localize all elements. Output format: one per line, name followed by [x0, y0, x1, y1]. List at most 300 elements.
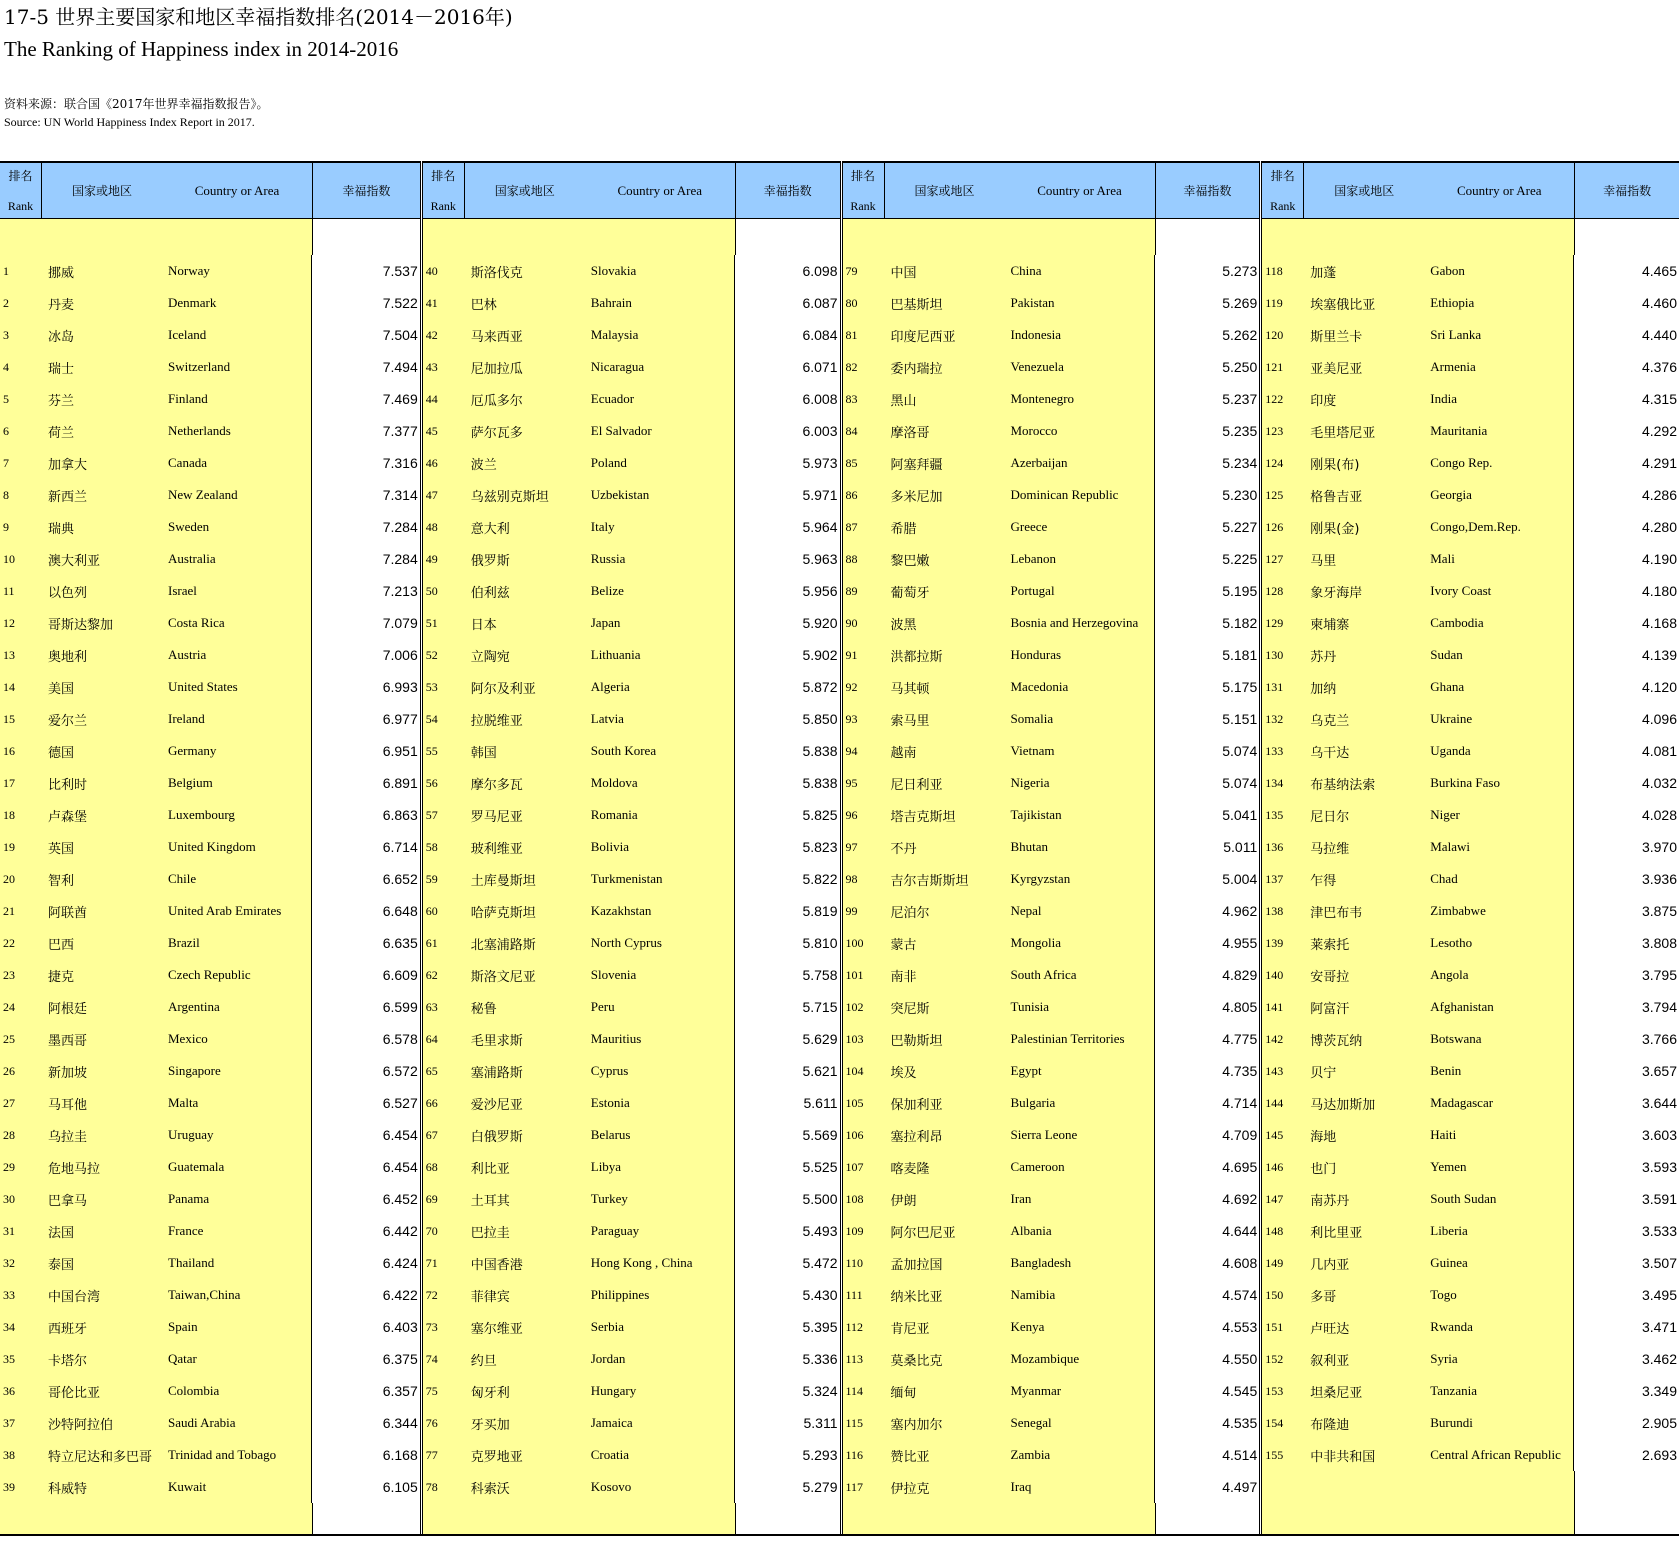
happiness-index-cell: 4.962 [1155, 895, 1260, 927]
country-cn-cell: 波黑 [890, 617, 917, 633]
rank-cell: 37 [3, 1415, 15, 1430]
table-row [1262, 991, 1679, 1023]
rank-cell: 113 [845, 1351, 864, 1366]
country-en-cell: Finland [162, 383, 312, 415]
rank-cell: 95 [845, 775, 858, 790]
header-rank-en: Rank [1270, 199, 1296, 213]
country-cn-cell: 捷克 [48, 969, 75, 985]
table-row [0, 1023, 420, 1055]
table-row [843, 575, 1260, 607]
country-en-cell: Luxembourg [162, 799, 312, 831]
rank-cell: 19 [3, 839, 15, 854]
country-en-cell: Syria [1424, 1343, 1574, 1375]
country-cn-cell: 南非 [890, 969, 917, 985]
rank-cell: 131 [1265, 679, 1284, 694]
rank-cell: 129 [1265, 615, 1284, 630]
country-en-cell: Ukraine [1424, 703, 1574, 735]
happiness-index-cell: 4.280 [1574, 511, 1679, 543]
country-cn-cell: 洪都拉斯 [890, 649, 943, 665]
table-row [0, 703, 420, 735]
header-rank-cn: 排名 [850, 169, 875, 183]
rank-cell: 84 [845, 423, 858, 438]
country-en-cell: Ghana [1424, 671, 1574, 703]
country-en-cell: Italy [585, 511, 735, 543]
table-row [843, 831, 1260, 863]
happiness-index-cell: 2.693 [1574, 1439, 1679, 1471]
happiness-index-cell: 5.964 [735, 511, 840, 543]
happiness-index-cell: 6.863 [312, 799, 420, 831]
pad-cell [585, 219, 736, 255]
table-row [423, 447, 840, 479]
country-en-cell: Kuwait [162, 1471, 312, 1503]
rank-cell: 71 [425, 1255, 438, 1270]
happiness-index-cell: 6.008 [735, 383, 840, 415]
country-en-cell: Brazil [162, 927, 312, 959]
table-row [1262, 1247, 1679, 1279]
table-row [843, 1087, 1260, 1119]
happiness-index-cell: 5.395 [735, 1311, 840, 1343]
country-cn-cell: 挪威 [48, 265, 75, 281]
country-en-cell: Azerbaijan [1005, 447, 1155, 479]
happiness-index-cell: 5.525 [735, 1151, 840, 1183]
country-en-cell: United States [162, 671, 312, 703]
happiness-index-cell: 4.535 [1155, 1407, 1260, 1439]
header-country-en: Country or Area [585, 163, 736, 218]
rank-cell: 85 [845, 455, 858, 470]
country-cn-cell: 马来西亚 [470, 329, 523, 345]
country-en-cell: Cyprus [585, 1055, 735, 1087]
happiness-index-cell: 5.336 [735, 1343, 840, 1375]
country-en-cell: Armenia [1424, 351, 1574, 383]
happiness-index-cell: 4.714 [1155, 1087, 1260, 1119]
happiness-index-cell: 4.829 [1155, 959, 1260, 991]
table-row [0, 415, 420, 447]
table-row [0, 1279, 420, 1311]
country-cn-cell: 斯里兰卡 [1310, 329, 1363, 345]
table-row [1262, 607, 1679, 639]
table-row [423, 1247, 840, 1279]
country-cn-cell: 卡塔尔 [48, 1353, 88, 1369]
table-row [423, 607, 840, 639]
happiness-index-cell: 7.006 [312, 639, 420, 671]
country-en-cell: Belgium [162, 767, 312, 799]
country-en-cell: Estonia [585, 1087, 735, 1119]
country-en-cell: Guinea [1424, 1247, 1574, 1279]
rank-cell: 83 [845, 391, 858, 406]
happiness-index-cell: 5.181 [1155, 639, 1260, 671]
rank-cell: 62 [425, 967, 438, 982]
rank-cell: 99 [845, 903, 858, 918]
rank-cell: 57 [425, 807, 438, 822]
country-cn-cell: 美国 [48, 681, 75, 697]
rank-cell: 33 [3, 1287, 15, 1302]
country-en-cell: Iraq [1005, 1471, 1155, 1503]
country-en-cell: Congo,Dem.Rep. [1424, 511, 1574, 543]
table-row [1262, 703, 1679, 735]
table-row [1262, 1055, 1679, 1087]
table-row [1262, 735, 1679, 767]
country-cn-cell: 爱沙尼亚 [470, 1097, 523, 1113]
fill-cell [736, 1503, 840, 1534]
country-cn-cell: 巴林 [470, 297, 497, 313]
country-cn-cell: 巴拿马 [48, 1193, 88, 1209]
country-cn-cell: 肯尼亚 [890, 1321, 930, 1337]
country-en-cell: Nigeria [1005, 767, 1155, 799]
table-row [423, 671, 840, 703]
happiness-index-cell: 5.823 [735, 831, 840, 863]
table-row [843, 767, 1260, 799]
table-row [0, 1151, 420, 1183]
fill-cell [1156, 1503, 1260, 1534]
country-cn-cell: 马拉维 [1310, 841, 1350, 857]
country-cn-cell: 摩洛哥 [890, 425, 930, 441]
country-cn-cell: 西班牙 [48, 1321, 88, 1337]
happiness-index-cell: 5.810 [735, 927, 840, 959]
country-cn-cell: 塔吉克斯坦 [890, 809, 956, 825]
happiness-index-cell: 5.430 [735, 1279, 840, 1311]
country-en-cell: Mali [1424, 543, 1574, 575]
happiness-index-cell: 4.286 [1574, 479, 1679, 511]
happiness-index-cell: 6.454 [312, 1119, 420, 1151]
table-row [843, 959, 1260, 991]
table-row [843, 895, 1260, 927]
rank-cell: 25 [3, 1031, 15, 1046]
country-cn-cell: 土耳其 [470, 1193, 510, 1209]
rank-cell: 23 [3, 967, 15, 982]
table-row [0, 671, 420, 703]
rank-cell: 60 [425, 903, 438, 918]
happiness-index-cell: 6.424 [312, 1247, 420, 1279]
country-en-cell: Malawi [1424, 831, 1574, 863]
rank-cell: 119 [1265, 295, 1283, 310]
rank-cell: 143 [1265, 1063, 1284, 1078]
table-row [1262, 863, 1679, 895]
source-note-en: Source: UN World Happiness Index Report in 2017. [4, 115, 255, 129]
happiness-index-cell: 3.795 [1574, 959, 1679, 991]
happiness-index-cell: 4.291 [1574, 447, 1679, 479]
table-block-2 [420, 161, 840, 1534]
country-en-cell: South Sudan [1424, 1183, 1574, 1215]
rank-cell: 124 [1265, 455, 1284, 470]
happiness-index-cell: 4.644 [1155, 1215, 1260, 1247]
happiness-index-cell: 3.936 [1574, 863, 1679, 895]
table-row [423, 991, 840, 1023]
country-cn-cell: 新西兰 [48, 489, 88, 505]
country-cn-cell: 冰岛 [48, 329, 75, 345]
country-cn-cell: 中国台湾 [48, 1289, 101, 1305]
happiness-index-cell: 4.955 [1155, 927, 1260, 959]
header-index: 幸福指数 [763, 184, 812, 198]
rank-cell: 51 [425, 615, 438, 630]
rank-cell: 15 [3, 711, 15, 726]
country-en-cell: Peru [585, 991, 735, 1023]
country-cn-cell: 尼日尔 [1310, 809, 1350, 825]
rank-cell: 45 [425, 423, 438, 438]
rank-cell: 40 [425, 263, 438, 278]
happiness-index-cell: 5.227 [1155, 511, 1260, 543]
happiness-index-cell: 7.213 [312, 575, 420, 607]
happiness-index-cell: 4.190 [1574, 543, 1679, 575]
happiness-index-cell: 3.349 [1574, 1375, 1679, 1407]
table-row [843, 447, 1260, 479]
table-body-fill [1262, 1471, 1679, 1534]
happiness-index-cell: 6.442 [312, 1215, 420, 1247]
country-en-cell: Afghanistan [1424, 991, 1574, 1023]
rank-cell: 102 [845, 999, 864, 1014]
header-rank-en: Rank [850, 199, 876, 213]
happiness-index-cell: 3.794 [1574, 991, 1679, 1023]
happiness-index-cell: 3.875 [1574, 895, 1679, 927]
happiness-index-cell: 5.230 [1155, 479, 1260, 511]
country-cn-cell: 马里 [1310, 553, 1337, 569]
rank-cell: 98 [845, 871, 858, 886]
table-row [423, 543, 840, 575]
country-cn-cell: 科威特 [48, 1481, 88, 1497]
rank-cell: 74 [425, 1351, 438, 1366]
header-index: 幸福指数 [1603, 184, 1652, 198]
country-cn-cell: 巴基斯坦 [890, 297, 943, 313]
pad-cell [1424, 219, 1575, 255]
pad-cell [736, 219, 840, 255]
table-row [0, 1183, 420, 1215]
happiness-index-cell: 6.087 [735, 287, 840, 319]
country-en-cell: Sudan [1424, 639, 1574, 671]
country-cn-cell: 南苏丹 [1310, 1193, 1350, 1209]
rank-cell: 1 [3, 263, 9, 278]
country-cn-cell: 牙买加 [470, 1417, 510, 1433]
happiness-index-cell: 4.315 [1574, 383, 1679, 415]
happiness-index-cell: 6.452 [312, 1183, 420, 1215]
country-cn-cell: 突尼斯 [890, 1001, 930, 1017]
country-en-cell: Burundi [1424, 1407, 1574, 1439]
happiness-index-cell: 5.011 [1155, 831, 1260, 863]
table-row [1262, 415, 1679, 447]
happiness-index-cell: 5.715 [735, 991, 840, 1023]
rank-cell: 47 [425, 487, 438, 502]
fill-cell [585, 1503, 736, 1534]
rank-cell: 111 [845, 1287, 863, 1302]
country-en-cell: Romania [585, 799, 735, 831]
rank-cell: 52 [425, 647, 438, 662]
happiness-index-cell: 6.071 [735, 351, 840, 383]
rank-cell: 39 [3, 1479, 15, 1494]
table-row [0, 1407, 420, 1439]
country-cn-cell: 喀麦隆 [890, 1161, 930, 1177]
country-en-cell: Kenya [1005, 1311, 1155, 1343]
table-row [843, 511, 1260, 543]
country-en-cell: Kyrgyzstan [1005, 863, 1155, 895]
country-cn-cell: 克罗地亚 [470, 1449, 523, 1465]
happiness-index-cell: 5.822 [735, 863, 840, 895]
happiness-index-cell: 3.471 [1574, 1311, 1679, 1343]
country-cn-cell: 哥伦比亚 [48, 1385, 101, 1401]
country-en-cell: Nicaragua [585, 351, 735, 383]
rank-cell: 2 [3, 295, 9, 310]
table-header [843, 161, 1260, 219]
happiness-index-cell: 6.572 [312, 1055, 420, 1087]
country-cn-cell: 乌兹别克斯坦 [470, 489, 549, 505]
pad-cell [423, 219, 465, 255]
rank-cell: 139 [1265, 935, 1284, 950]
rank-cell: 126 [1265, 519, 1284, 534]
happiness-index-cell: 5.611 [735, 1087, 840, 1119]
country-en-cell: New Zealand [162, 479, 312, 511]
rank-cell: 77 [425, 1447, 438, 1462]
happiness-index-cell: 4.465 [1574, 255, 1679, 287]
table-row [843, 1279, 1260, 1311]
happiness-index-cell: 4.460 [1574, 287, 1679, 319]
country-en-cell: Hong Kong , China [585, 1247, 735, 1279]
rank-cell: 64 [425, 1031, 438, 1046]
country-cn-cell: 科索沃 [470, 1481, 510, 1497]
happiness-index-cell: 5.074 [1155, 767, 1260, 799]
rank-cell: 150 [1265, 1287, 1284, 1302]
happiness-index-cell: 6.084 [735, 319, 840, 351]
country-cn-cell: 几内亚 [1310, 1257, 1350, 1273]
country-en-cell: Algeria [585, 671, 735, 703]
header-country-en: Country or Area [162, 163, 313, 218]
country-cn-cell: 吉尔吉斯斯坦 [890, 873, 969, 889]
country-en-cell: Denmark [162, 287, 312, 319]
rank-cell: 6 [3, 423, 9, 438]
table-row [1262, 1087, 1679, 1119]
country-en-cell: Angola [1424, 959, 1574, 991]
table-row [0, 1215, 420, 1247]
table-row [0, 927, 420, 959]
rank-cell: 91 [845, 647, 858, 662]
table-row [843, 383, 1260, 415]
table-row [423, 479, 840, 511]
country-cn-cell: 特立尼达和多巴哥 [48, 1449, 153, 1465]
table-row [0, 287, 420, 319]
country-cn-cell: 多米尼加 [890, 489, 943, 505]
country-cn-cell: 布基纳法索 [1310, 777, 1376, 793]
happiness-index-cell: 6.977 [312, 703, 420, 735]
rank-cell: 18 [3, 807, 15, 822]
country-en-cell: Mozambique [1005, 1343, 1155, 1375]
table-row [843, 1439, 1260, 1471]
country-cn-cell: 斯洛文尼亚 [470, 969, 536, 985]
happiness-index-cell: 7.079 [312, 607, 420, 639]
country-en-cell: Panama [162, 1183, 312, 1215]
rank-cell: 67 [425, 1127, 438, 1142]
table-row [0, 895, 420, 927]
country-cn-cell: 缅甸 [890, 1385, 917, 1401]
rank-cell: 5 [3, 391, 9, 406]
country-cn-cell: 乌拉圭 [48, 1129, 88, 1145]
table-row [423, 639, 840, 671]
happiness-index-cell: 6.951 [312, 735, 420, 767]
table-row [1262, 831, 1679, 863]
country-en-cell: Pakistan [1005, 287, 1155, 319]
table-row [1262, 1375, 1679, 1407]
happiness-index-cell: 3.808 [1574, 927, 1679, 959]
table-row [423, 255, 840, 287]
header-rank [1262, 163, 1304, 218]
country-en-cell: Ivory Coast [1424, 575, 1574, 607]
country-cn-cell: 沙特阿拉伯 [48, 1417, 114, 1433]
rank-cell: 38 [3, 1447, 15, 1462]
country-cn-cell: 意大利 [470, 521, 510, 537]
rank-cell: 14 [3, 679, 15, 694]
header-index: 幸福指数 [1183, 184, 1232, 198]
country-cn-cell: 瑞典 [48, 521, 75, 537]
rank-cell: 46 [425, 455, 438, 470]
country-cn-cell: 阿塞拜疆 [890, 457, 943, 473]
table-row [423, 1215, 840, 1247]
country-en-cell: Saudi Arabia [162, 1407, 312, 1439]
happiness-index-cell: 5.195 [1155, 575, 1260, 607]
country-cn-cell: 土库曼斯坦 [470, 873, 536, 889]
table-row [0, 735, 420, 767]
country-en-cell: Slovenia [585, 959, 735, 991]
happiness-index-cell: 4.805 [1155, 991, 1260, 1023]
table-row [843, 1247, 1260, 1279]
happiness-index-cell: 5.151 [1155, 703, 1260, 735]
country-en-cell: Somalia [1005, 703, 1155, 735]
table-row [0, 479, 420, 511]
table-row [843, 1183, 1260, 1215]
table-row [1262, 927, 1679, 959]
country-en-cell: Latvia [585, 703, 735, 735]
rank-cell: 31 [3, 1223, 15, 1238]
country-cn-cell: 格鲁吉亚 [1310, 489, 1363, 505]
country-cn-cell: 哈萨克斯坦 [470, 905, 536, 921]
happiness-index-cell: 5.311 [735, 1407, 840, 1439]
table-row [0, 255, 420, 287]
rank-cell: 34 [3, 1319, 15, 1334]
country-en-cell: Uganda [1424, 735, 1574, 767]
country-cn-cell: 委内瑞拉 [890, 361, 943, 377]
country-en-cell: Lithuania [585, 639, 735, 671]
rank-cell: 53 [425, 679, 438, 694]
happiness-index-cell: 4.608 [1155, 1247, 1260, 1279]
happiness-index-cell: 3.970 [1574, 831, 1679, 863]
country-en-cell: Malta [162, 1087, 312, 1119]
country-cn-cell: 乌干达 [1310, 745, 1350, 761]
country-en-cell: Turkey [585, 1183, 735, 1215]
country-cn-cell: 柬埔寨 [1310, 617, 1350, 633]
country-en-cell: Chile [162, 863, 312, 895]
happiness-index-cell: 4.553 [1155, 1311, 1260, 1343]
table-row [423, 575, 840, 607]
country-cn-cell: 中非共和国 [1310, 1449, 1376, 1465]
rank-cell: 130 [1265, 647, 1284, 662]
country-en-cell: Gabon [1424, 255, 1574, 287]
country-en-cell: Lebanon [1005, 543, 1155, 575]
rank-cell: 13 [3, 647, 15, 662]
header-country-cn: 国家或地区 [71, 184, 132, 198]
happiness-index-cell: 4.120 [1574, 671, 1679, 703]
table-row [423, 735, 840, 767]
country-en-cell: Bulgaria [1005, 1087, 1155, 1119]
rank-cell: 4 [3, 359, 9, 374]
country-en-cell: Serbia [585, 1311, 735, 1343]
country-cn-cell: 葡萄牙 [890, 585, 930, 601]
table-row [1262, 799, 1679, 831]
country-en-cell: Venezuela [1005, 351, 1155, 383]
rank-cell: 22 [3, 935, 15, 950]
rank-cell: 7 [3, 455, 9, 470]
country-en-cell: El Salvador [585, 415, 735, 447]
pad-cell [885, 219, 1005, 255]
table-row [0, 959, 420, 991]
happiness-index-cell: 4.514 [1155, 1439, 1260, 1471]
table-row [843, 543, 1260, 575]
country-cn-cell: 尼日利亚 [890, 777, 943, 793]
table-row [1262, 287, 1679, 319]
country-cn-cell: 印度尼西亚 [890, 329, 956, 345]
